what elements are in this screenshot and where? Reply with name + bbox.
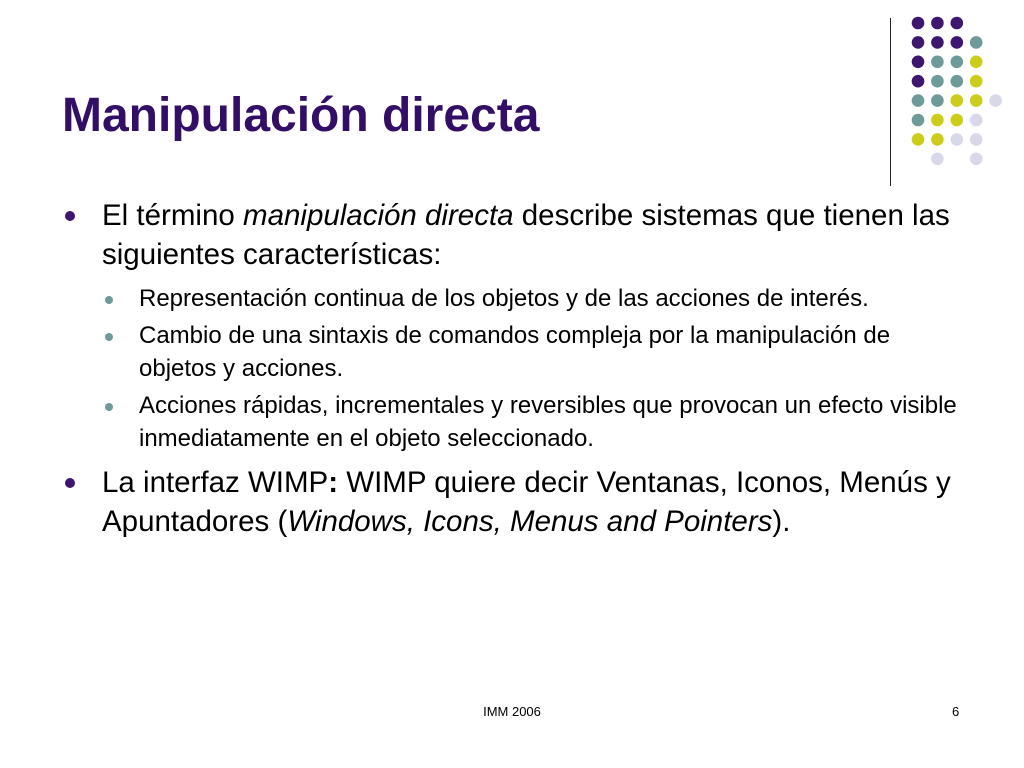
decorative-dot [912,56,925,69]
decorative-dot [951,36,964,49]
decorative-dot [951,133,964,146]
bullet-text: El término [102,199,243,232]
decorative-dot [970,75,983,88]
sub-bullet-dot [105,333,113,341]
decorative-dot [970,94,983,107]
decorative-dot [970,36,983,49]
bullet-dot [65,211,75,221]
decorative-dot [912,133,925,146]
bullet-item [62,196,962,274]
title-divider-line [890,18,891,186]
sub-bullet-text: Representación continua de los objetos y de las acciones de interés. [139,285,869,312]
sub-bullet-text: Acciones rápidas, incrementales y reversibles que provocan un efecto visible inmediatamente en el objeto seleccionado. [139,392,957,452]
footer-label: IMM 2006 [483,704,541,719]
decorative-dot [970,56,983,69]
slide-title: Manipulación directa [62,89,540,142]
decorative-dot [912,17,925,30]
sub-bullet-dot [105,296,113,304]
bullet-text: describe sistemas que tienen las siguientes características: [102,199,950,271]
sub-bullet-item [62,282,962,315]
decorative-dot [951,94,964,107]
decorative-dot [931,36,944,49]
sub-bullet-list [62,282,962,455]
decorative-dot [931,75,944,88]
bullet-dot [65,478,75,488]
bullet-text: WIMP quiere decir Ventanas, Iconos, Menús y Apuntadores ( [102,466,951,538]
decorative-dot [931,94,944,107]
decorative-dot [931,153,944,166]
decorative-dot [951,56,964,69]
sub-bullet-item [62,389,962,455]
slide-content [62,196,962,549]
bullet-emphasis: Windows, Icons, Menus and Pointers [287,505,773,538]
decorative-dot [970,153,983,166]
decorative-dot [912,114,925,127]
decorative-dot [931,114,944,127]
bullet-text: ). [772,505,791,538]
sub-bullet-text: Cambio de una sintaxis de comandos compleja por la manipulación de objetos y acciones. [139,322,891,382]
decorative-dot [951,114,964,127]
decorative-dot [970,114,983,127]
bullet-emphasis: manipulación directa [243,199,514,232]
decorative-dot [912,36,925,49]
decorative-dot [970,133,983,146]
decorative-dot [931,17,944,30]
slide-number: 6 [952,704,960,719]
decorative-dot [912,75,925,88]
decorative-dot [912,94,925,107]
bullet-text: La interfaz WIMP [102,466,329,499]
sub-bullet-item [62,319,962,385]
decorative-dot [931,133,944,146]
decorative-dot [951,17,964,30]
decorative-dot [931,56,944,69]
bullet-item [62,463,962,541]
sub-bullet-dot [105,403,113,411]
bullet-bold-colon: : [328,466,339,499]
decorative-dot [989,94,1002,107]
decorative-dot [951,75,964,88]
